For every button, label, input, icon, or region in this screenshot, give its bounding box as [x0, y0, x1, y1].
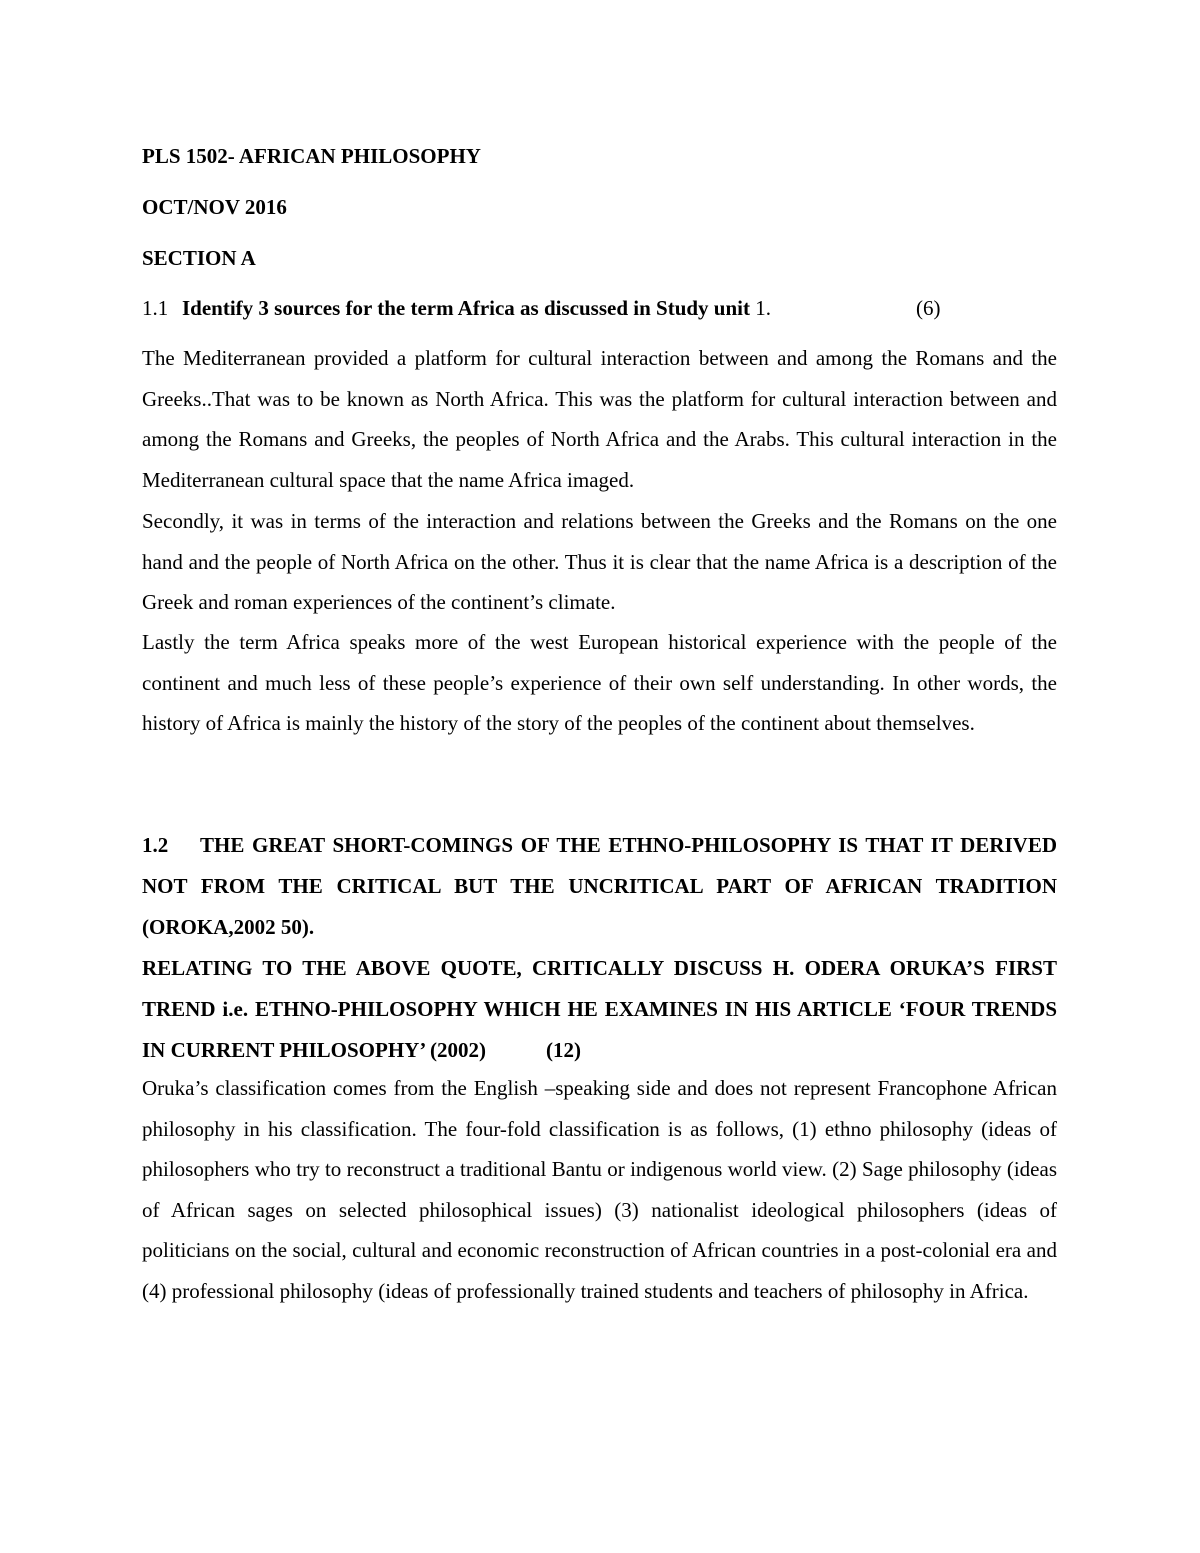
answer-1-1-paragraph-2: Secondly, it was in terms of the interaction and relations between the Greeks and the Romans on the one hand and the people of North Africa on the other. Thus it is clear that the name Africa is a description of the Greek and roman experiences of the continent’s climate.	[142, 509, 1057, 615]
question-1-1-number: 1.1	[142, 296, 169, 320]
question-1-1-marks: (6)	[916, 296, 941, 320]
question-1-2-quote	[142, 825, 1057, 948]
answer-1-1-paragraph-1: The Mediterranean provided a platform for cultural interaction between and among the Romans and the Greeks..That was to be known as North Africa. This was the platform for cultural interaction between and among the Romans and Greeks, the peoples of North Africa and the Arabs. This cultural interaction in the Mediterranean cultural space that the name Africa imaged.	[142, 346, 1057, 492]
question-1-2-instruction	[142, 948, 1057, 1071]
question-1-2-number: 1.2	[142, 833, 169, 857]
answer-1-1-paragraph-3: Lastly the term Africa speaks more of the west European historical experience with the people of the continent and much less of these people’s experience of their own self understanding. In other words, the history of Africa is mainly the history of the story of the peoples of the continent about themselves.	[142, 630, 1057, 736]
question-1-2-marks: (12)	[546, 1038, 581, 1062]
course-title: PLS 1502- AFRICAN PHILOSOPHY	[142, 144, 481, 168]
question-1-2-instruction-text: RELATING TO THE ABOVE QUOTE, CRITICALLY DISCUSS H. ODERA ORUKA’S FIRST TREND i.e. ETHNO-PHILOSOPHY WHICH HE EXAMINES IN HIS ARTICLE ‘FOUR TRENDS IN CURRENT PHILOSOPHY’ (2002)	[142, 956, 1057, 1062]
question-1-2-quote-text: THE GREAT SHORT-COMINGS OF THE ETHNO-PHILOSOPHY IS THAT IT DERIVED NOT FROM THE CRITICAL BUT THE UNCRITICAL PART OF AFRICAN TRADITION (OROKA,2002 50).	[142, 833, 1057, 939]
question-1-1-prompt-tail: 1.	[750, 296, 771, 320]
section-heading: SECTION A	[142, 246, 256, 270]
question-1-1	[142, 296, 941, 321]
question-1-1-prompt: Identify 3 sources for the term Africa as discussed in Study unit	[182, 296, 750, 320]
exam-session: OCT/NOV 2016	[142, 195, 287, 219]
answer-1-2: Oruka’s classification comes from the English –speaking side and does not represent Francophone African philosophy in his classification. The four-fold classification is as follows, (1) ethno philosophy (ideas of philosophers who try to reconstruct a traditional Bantu or indigenous world view. (2) Sage philosophy (ideas of African sages on selected philosophical issues) (3) nationalist ideological philosophers (ideas of politicians on the social, cultural and economic reconstruction of African countries in a post-colonial era and (4) professional philosophy (ideas of professionally trained students and teachers of philosophy in Africa.	[142, 1076, 1057, 1303]
